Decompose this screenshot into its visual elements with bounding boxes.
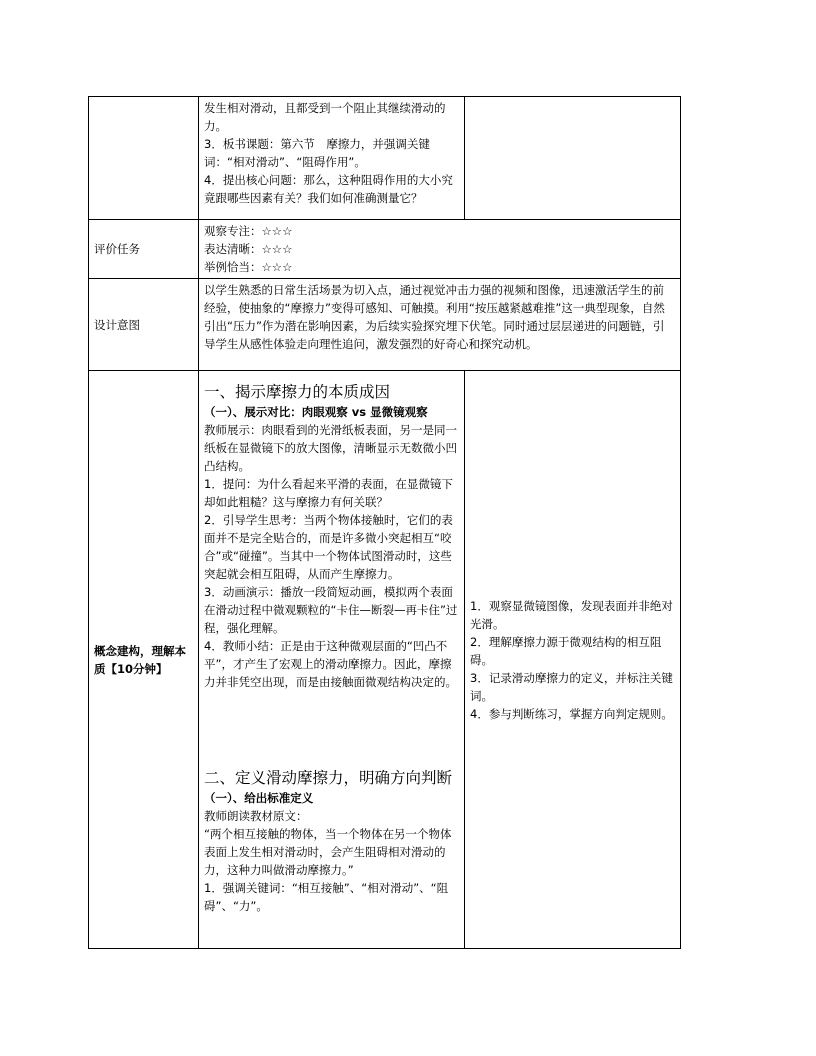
row-label: 设计意图 — [89, 279, 199, 371]
paragraph: 4．提出核心问题：那么，这种阻碍作用的大小究竟跟哪些因素有关？我们如何准确测量它？ — [204, 173, 453, 205]
table-row — [89, 371, 681, 949]
student-activity-item: 2．理解摩擦力源于微观结构的相互阻碍。 — [470, 634, 662, 667]
table-row — [89, 279, 681, 371]
paragraph: 3．板书课题：第六节 摩擦力，并强调关键词：“相对滑动”、“阻碍作用”。 — [204, 137, 430, 169]
student-activity-cell — [465, 371, 681, 949]
design-intent-cell — [199, 279, 681, 371]
evaluation-cell — [199, 220, 681, 279]
student-activity-item: 3．记录滑动摩擦力的定义，并标注关键词。 — [470, 670, 673, 703]
paragraph: 发生相对滑动，且都受到一个阻止其继续滑动的力。 — [204, 101, 446, 133]
section-heading: 二、定义滑动摩擦力，明确方向判断 — [204, 769, 453, 787]
section-heading: 一、揭示摩擦力的本质成因 — [204, 383, 391, 401]
evaluation-item: 观察专注：☆☆☆ — [204, 224, 293, 238]
evaluation-item: 举例恰当：☆☆☆ — [204, 260, 293, 274]
paragraph: 教师展示：肉眼看到的光滑纸板表面，另一是同一纸板在显微镜下的放大图像，清晰显示无数微小凹凸结构。 — [204, 423, 457, 473]
subsection-heading: （一）、给出标准定义 — [204, 791, 314, 805]
spacer — [204, 691, 459, 759]
student-activity-item: 4．参与判断练习，掌握方向判定规则。 — [470, 706, 673, 721]
paragraph: 教师朗读教材原文： — [204, 809, 308, 823]
subsection-heading: （一）、展示对比：肉眼观察 vs 显微镜观察 — [204, 405, 428, 419]
evaluation-item: 表达清晰：☆☆☆ — [204, 242, 293, 256]
empty-label-cell — [89, 97, 199, 220]
paragraph: 1．强调关键词：“相互接触”、“相对滑动”、“阻碍”、“力”。 — [204, 881, 449, 913]
table-row — [89, 97, 681, 220]
paragraph: “两个相互接触的物体，当一个物体在另一个物体表面上发生相对滑动时，会产生阻碍相对滑动的力，这种力叫做滑动摩擦力。” — [204, 827, 452, 877]
paragraph: 3．动画演示：播放一段简短动画，模拟两个表面在滑动过程中微观颗粒的“卡住—断裂—再卡住”过程，强化理解。 — [204, 585, 458, 635]
paragraph: 4．教师小结：正是由于这种微观层面的“凹凸不平”，才产生了宏观上的滑动摩擦力。因此，摩擦力并非凭空出现，而是由接触面微观结构决定的。 — [204, 639, 457, 689]
table-row — [89, 220, 681, 279]
teacher-activity-cell — [199, 371, 465, 949]
design-intent-text: 以学生熟悉的日常生活场景为切入点，通过视觉冲击力强的视频和图像，迅速激活学生的前经验，使抽象的“摩擦力”变得可感知、可触摸。利用“按压越紧越难推”这一典型现象，自然引出“压力”作为潜在影响因素，为后续实验探究埋下伏笔。同时通过层层递进的问题链，引导学生从感性体验走向理性追问，激发强烈的好奇心和探究动机。 — [204, 283, 665, 351]
paragraph: 1．提问：为什么看起来平滑的表面，在显微镜下却如此粗糙？这与摩擦力有何关联？ — [204, 477, 453, 509]
row-label — [89, 371, 199, 949]
teacher-activity-cell — [199, 97, 465, 220]
student-activity-cell — [465, 97, 681, 220]
stage-duration: 【10分钟】 — [105, 661, 168, 676]
stage-title: 概念建构，理解本质 — [94, 643, 186, 676]
lesson-plan-table — [88, 96, 681, 949]
paragraph: 2．引导学生思考：当两个物体接触时，它们的表面并不是完全贴合的，而是许多微小突起相互“咬合”或“碰撞”。当其中一个物体试图滑动时，这些突起就会相互阻碍，从而产生摩擦力。 — [204, 513, 453, 581]
row-label: 评价任务 — [89, 220, 199, 279]
student-activity-item: 1．观察显微镜图像，发现表面并非绝对光滑。 — [470, 598, 673, 631]
